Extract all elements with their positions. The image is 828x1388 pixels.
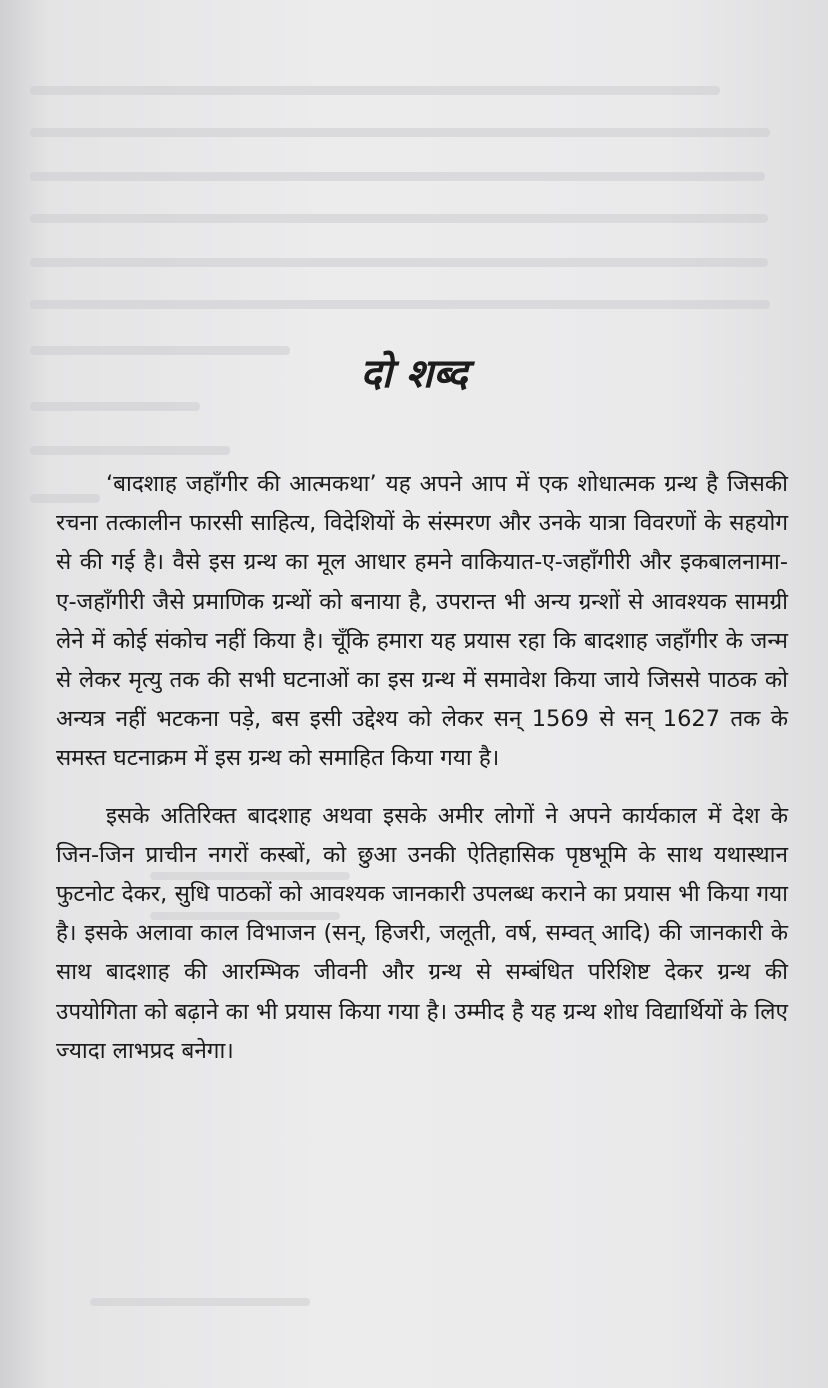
page-title: दो शब्द [360,351,468,397]
paragraph-2: इसके अतिरिक्त बादशाह अथवा इसके अमीर लोगों ने अपने कार्यकाल में देश के जिन-जिन प्राचीन नगरों कस्बों, को छुआ उनकी ऐतिहासिक पृष्ठभूमि के साथ यथास्थान फुटनोट देकर, सुधि पाठकों को आवश्यक जानकारी उपलब्ध कराने का प्रयास भी किया गया है। इसके अलावा काल विभाजन (सन्, हिजरी, जलूती, वर्ष, सम्वत् आदि) की जानकारी के साथ बादशाह की आरम्भिक जीवनी और ग्रन्थ से सम्बंधित परिशिष्ट देकर ग्रन्थ की उपयोगिता को बढ़ाने का भी प्रयास किया गया है। उम्मीद है यह ग्रन्थ शोध विद्यार्थियों के लिए ज्यादा लाभप्रद बनेगा। [56,802,788,1064]
body-text [56,465,788,1071]
paragraph-1: ‘बादशाह जहाँगीर की आत्मकथा’ यह अपने आप में एक शोधात्मक ग्रन्थ है जिसकी रचना तत्कालीन फारसी साहित्य, विदेशियों के संस्मरण और उनके यात्रा विवरणों के सहयोग से की गई है। वैसे इस ग्रन्थ का मूल आधार हमने वाकियात-ए-जहाँगीरी और इकबालनामा-ए-जहाँगीरी जैसे प्रमाणिक ग्रन्थों को बनाया है, उपरान्त भी अन्य ग्रन्शों से आवश्यक सामग्री लेने में कोई संकोच नहीं किया है। चूँकि हमारा यह प्रयास रहा कि बादशाह जहाँगीर के जन्म से लेकर मृत्यु तक की सभी घटनाओं का इस ग्रन्थ में समावेश किया जाये जिससे पाठक को अन्यत्र नहीं भटकना पड़े, बस इसी उद्देश्य को लेकर सन् 1569 से सन् 1627 तक के समस्त घटनाक्रम में इस ग्रन्थ को समाहित किया गया है। [56,471,788,772]
